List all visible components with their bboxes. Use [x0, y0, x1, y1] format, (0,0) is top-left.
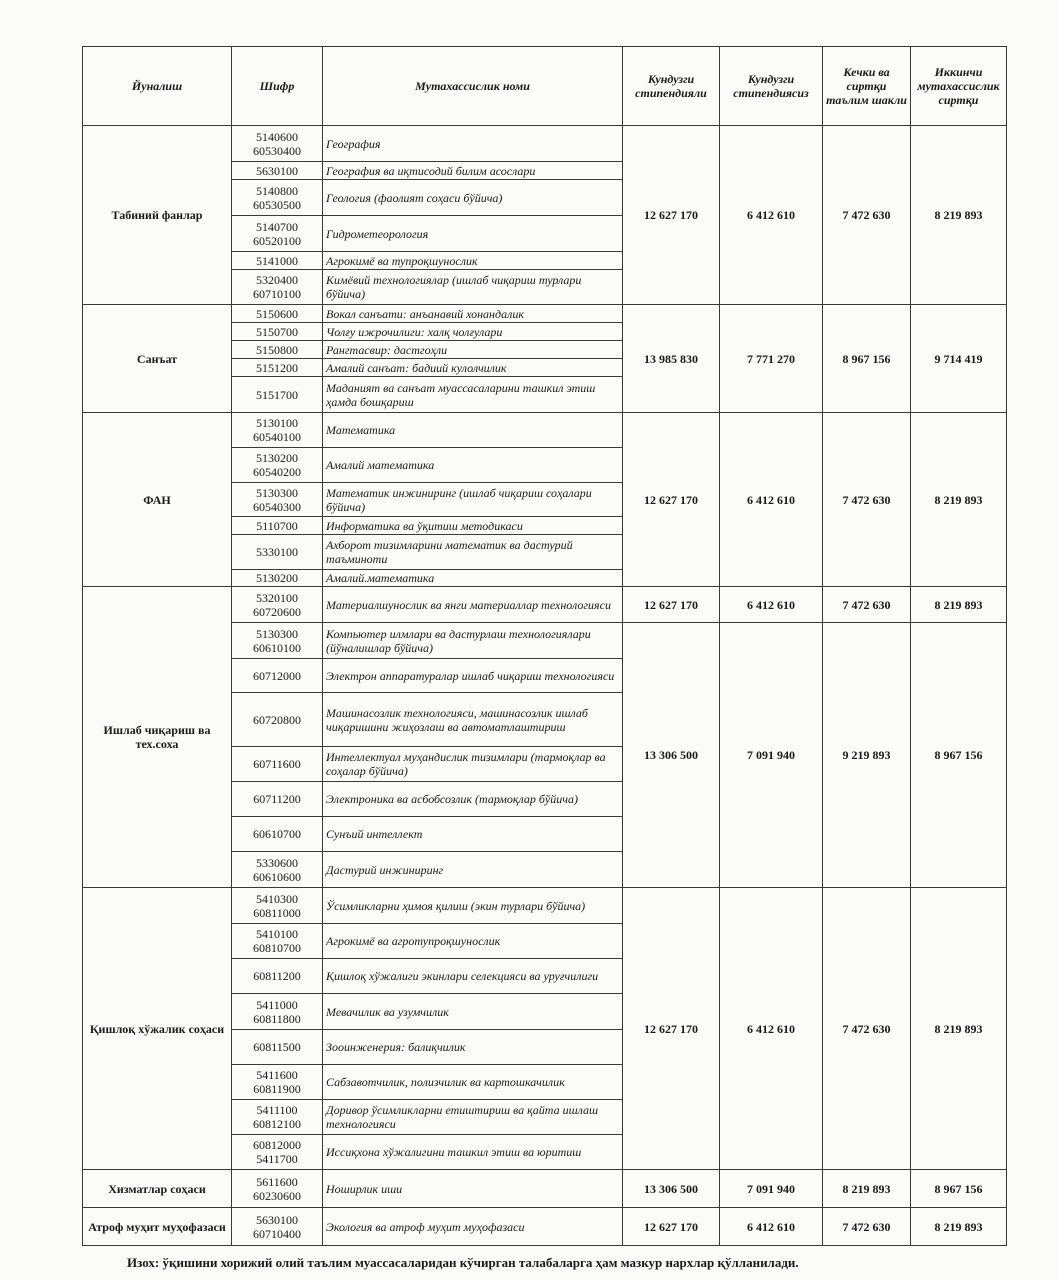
specialty-name: Кимёвий технологиялар (ишлаб чиқариш турлари бўйича): [323, 270, 623, 305]
table-row: [83, 305, 1007, 323]
code-cell: [232, 162, 323, 180]
price-evening: 9 219 893: [823, 623, 911, 888]
price-second: 8 219 893: [911, 1208, 1007, 1246]
specialty-name: Электроника ва асбобсозлик (тармоқлар бўйича): [323, 782, 623, 817]
code-cell: [232, 359, 323, 377]
price-second: 8 219 893: [911, 413, 1007, 587]
code-value: 60810700: [253, 941, 301, 955]
specialty-name: Геология (фаолият соҳаси бўйича): [323, 180, 623, 216]
code-cell: [232, 1065, 323, 1100]
code-value: 60540300: [253, 499, 301, 514]
code-cell: [232, 747, 323, 782]
price-evening: 8 219 893: [823, 1170, 911, 1208]
direction-cell: Хизматлар соҳаси: [83, 1170, 232, 1208]
code-value: 5130300: [256, 626, 298, 641]
code-cell: [232, 305, 323, 323]
code-value: 60811900: [253, 1082, 301, 1096]
header-specialty: Mутахассислик номи: [323, 47, 623, 126]
specialty-name: Материалшунослик ва янги материаллар технологияси: [323, 587, 623, 623]
price-day-without: 7 091 940: [720, 623, 823, 888]
code-value: 60812000: [253, 1138, 301, 1152]
code-value: 60540100: [253, 430, 301, 444]
specialty-name: Қишлоқ хўжалиги экинлари селекцияси ва уруғчилиги: [323, 959, 623, 994]
code-value: 5150800: [256, 342, 298, 357]
price-day-without: 6 412 610: [720, 587, 823, 623]
price-day-with: 12 627 170: [623, 126, 720, 305]
code-cell: [232, 252, 323, 270]
specialty-name: Чолғу ижрочилиги: халқ чолғулари: [323, 323, 623, 341]
code-cell: [232, 341, 323, 359]
price-second: 8 219 893: [911, 126, 1007, 305]
specialty-name: Математик инжиниринг (ишлаб чиқариш соҳалари бўйича): [323, 483, 623, 517]
code-cell: [232, 852, 323, 888]
specialty-name: Иссиқхона хўжалигини ташкил этиш ва юритиш: [323, 1135, 623, 1170]
specialty-name: Информатика ва ўқитиш методикаси: [323, 517, 623, 535]
code-value: 5110700: [256, 518, 298, 533]
specialty-name: Рангтасвир: дастгоҳли: [323, 341, 623, 359]
code-cell: [232, 1208, 323, 1246]
code-value: 60811500: [253, 1040, 301, 1054]
tuition-table: [82, 46, 1007, 1246]
specialty-name: Амалий.математика: [323, 570, 623, 587]
table-row: [83, 413, 1007, 448]
code-cell: [232, 1100, 323, 1135]
specialty-name: Ахборот тизимларини математик ва дастурий таъминоти: [323, 535, 623, 570]
code-cell: [232, 623, 323, 659]
code-cell: [232, 888, 323, 924]
code-value: 60230600: [253, 1188, 301, 1203]
code-value: 5630100: [256, 163, 298, 178]
price-day-without: 7 091 940: [720, 1170, 823, 1208]
price-day-without: 6 412 610: [720, 413, 823, 587]
price-day-with: 12 627 170: [623, 587, 720, 623]
code-cell: [232, 270, 323, 305]
code-cell: [232, 1170, 323, 1208]
header-code: Шифр: [232, 47, 323, 126]
direction-cell: Қишлоқ хўжалик соҳаси: [83, 888, 232, 1170]
specialty-name: Ўсимликларни ҳимоя қилиш (экин турлари бўйича): [323, 888, 623, 924]
specialty-name: Машинасозлик технологияси, машинасозлик ишлаб чиқаришини жиҳозлаш ва автоматлаштириш: [323, 693, 623, 747]
code-cell: [232, 535, 323, 570]
code-value: 60720800: [253, 712, 301, 727]
code-cell: [232, 924, 323, 959]
code-value: 5130300: [256, 485, 298, 500]
code-value: 5411700: [256, 1152, 298, 1166]
code-value: 60610700: [253, 827, 301, 841]
code-value: 5630100: [256, 1212, 298, 1227]
code-cell: [232, 126, 323, 162]
code-value: 5130200: [256, 571, 298, 585]
code-value: 60610100: [253, 640, 301, 655]
code-value: 60530400: [253, 143, 301, 158]
direction-cell: Санъат: [83, 305, 232, 413]
code-value: 60811800: [253, 1011, 301, 1026]
code-value: 5140600: [256, 129, 298, 144]
code-cell: [232, 994, 323, 1030]
specialty-name: Амалий математика: [323, 448, 623, 483]
price-evening: 8 967 156: [823, 305, 911, 413]
price-second: 8 967 156: [911, 1170, 1007, 1208]
code-value: 60710400: [253, 1226, 301, 1241]
price-second: 8 967 156: [911, 623, 1007, 888]
table-body: [83, 126, 1007, 1246]
code-cell: [232, 323, 323, 341]
price-day-with: 12 627 170: [623, 413, 720, 587]
price-second: 9 714 419: [911, 305, 1007, 413]
code-value: 5330600: [256, 855, 298, 870]
specialty-name: География ва иқтисодий билим асослари: [323, 162, 623, 180]
code-value: 5150600: [256, 306, 298, 321]
specialty-name: Ноширлик иши: [323, 1170, 623, 1208]
specialty-name: Агрокимё ва агротупроқшунослик: [323, 924, 623, 959]
specialty-name: Интеллектуал муҳандислик тизимлари (тармоқлар ва соҳалар бўйича): [323, 747, 623, 782]
table-row: [83, 126, 1007, 162]
code-value: 5411600: [256, 1068, 298, 1082]
code-value: 60712000: [253, 668, 301, 683]
code-cell: [232, 377, 323, 413]
table-row: [83, 1208, 1007, 1246]
header-row: [83, 47, 1007, 126]
code-cell: [232, 1030, 323, 1065]
price-day-with: 13 306 500: [623, 1170, 720, 1208]
price-second: 8 219 893: [911, 587, 1007, 623]
header-direction: Йуналиш: [83, 47, 232, 126]
specialty-name: Экология ва атроф муҳит муҳофазаси: [323, 1208, 623, 1246]
header-day-without-stipend: Кундузги стипендиясиз: [720, 47, 823, 126]
price-day-without: 6 412 610: [720, 888, 823, 1170]
code-value: 5140700: [256, 219, 298, 234]
code-cell: [232, 817, 323, 852]
code-value: 5141000: [256, 253, 298, 268]
code-value: 5411100: [256, 1103, 298, 1117]
table-row: [83, 1170, 1007, 1208]
specialty-name: Математика: [323, 413, 623, 448]
code-value: 60540200: [253, 465, 301, 479]
price-evening: 7 472 630: [823, 888, 911, 1170]
specialty-name: Гидрометеорология: [323, 216, 623, 252]
code-value: 60610600: [253, 869, 301, 884]
header-evening-extramural: Кечки ва сиртқи таълим шакли: [823, 47, 911, 126]
code-value: 5410100: [256, 927, 298, 941]
code-value: 60711600: [253, 757, 301, 771]
code-value: 5130100: [256, 416, 298, 430]
code-cell: [232, 1135, 323, 1170]
specialty-name: Компьютер илмлари ва дастурлаш технологиялари (йўналишлар бўйича): [323, 623, 623, 659]
code-cell: [232, 483, 323, 517]
code-value: 5410300: [256, 891, 298, 906]
table-row: [83, 587, 1007, 623]
code-value: 60812100: [253, 1117, 301, 1131]
code-value: 5151200: [256, 360, 298, 375]
code-value: 60710100: [253, 287, 301, 301]
header-second-specialty: Иккинчи мутахассислик сиртқи: [911, 47, 1007, 126]
price-day-with: 12 627 170: [623, 1208, 720, 1246]
price-evening: 7 472 630: [823, 413, 911, 587]
specialty-name: Вокал санъати: анъанавий хонандалик: [323, 305, 623, 323]
specialty-name: Доривор ўсимликларни етиштириш ва қайта ишлаш технологияси: [323, 1100, 623, 1135]
price-day-without: 7 771 270: [720, 305, 823, 413]
specialty-name: Дастурий инжиниринг: [323, 852, 623, 888]
code-cell: [232, 659, 323, 693]
code-cell: [232, 587, 323, 623]
price-day-without: 6 412 610: [720, 1208, 823, 1246]
code-value: 5320400: [256, 273, 298, 287]
price-day-with: 13 306 500: [623, 623, 720, 888]
code-cell: [232, 693, 323, 747]
price-evening: 7 472 630: [823, 126, 911, 305]
code-cell: [232, 517, 323, 535]
code-value: 5150700: [256, 324, 298, 339]
specialty-name: Маданият ва санъат муассасаларини ташкил этиш ҳамда бошқариш: [323, 377, 623, 413]
specialty-name: География: [323, 126, 623, 162]
specialty-name: Агрокимё ва тупроқшунослик: [323, 252, 623, 270]
code-value: 5130200: [256, 451, 298, 465]
direction-cell: ФАН: [83, 413, 232, 587]
code-cell: [232, 448, 323, 483]
price-day-with: 13 985 830: [623, 305, 720, 413]
code-cell: [232, 216, 323, 252]
code-cell: [232, 782, 323, 817]
code-value: 5320100: [256, 590, 298, 605]
price-evening: 7 472 630: [823, 1208, 911, 1246]
code-cell: [232, 413, 323, 448]
specialty-name: Мевачилик ва узумчилик: [323, 994, 623, 1030]
code-cell: [232, 570, 323, 587]
code-value: 5140800: [256, 183, 298, 198]
code-cell: [232, 180, 323, 216]
direction-cell: Атроф муҳит муҳофазаси: [83, 1208, 232, 1246]
code-value: 60711200: [253, 792, 301, 806]
price-day-with: 12 627 170: [623, 888, 720, 1170]
table-row: [83, 888, 1007, 924]
code-value: 60530500: [253, 197, 301, 212]
code-cell: [232, 959, 323, 994]
code-value: 5411000: [256, 997, 298, 1012]
specialty-name: Сунъий интеллект: [323, 817, 623, 852]
specialty-name: Электрон аппаратуралар ишлаб чиқариш технологияси: [323, 659, 623, 693]
price-second: 8 219 893: [911, 888, 1007, 1170]
footnote: Изох: ўқишини хорижий олий таълим муассасаларидан кўчирган талабаларга ҳам мазкур нархлар қўлланилади.: [127, 1255, 799, 1270]
code-value: 60720600: [253, 604, 301, 619]
code-value: 5611600: [256, 1174, 298, 1189]
direction-cell: Табиний фанлар: [83, 126, 232, 305]
code-value: 60811000: [253, 905, 301, 920]
code-value: 60520100: [253, 233, 301, 248]
code-value: 5151700: [256, 387, 298, 402]
header-day-with-stipend: Кундузги стипендияли: [623, 47, 720, 126]
code-value: 5330100: [256, 545, 298, 559]
price-day-without: 6 412 610: [720, 126, 823, 305]
specialty-name: Амалий санъат: бадиий кулолчилик: [323, 359, 623, 377]
direction-cell: Ишлаб чиқариш ва тех.соха: [83, 587, 232, 888]
code-value: 60811200: [253, 969, 301, 983]
specialty-name: Зооинженерия: балиқчилик: [323, 1030, 623, 1065]
price-evening: 7 472 630: [823, 587, 911, 623]
specialty-name: Сабзавотчилик, полизчилик ва картошкачилик: [323, 1065, 623, 1100]
